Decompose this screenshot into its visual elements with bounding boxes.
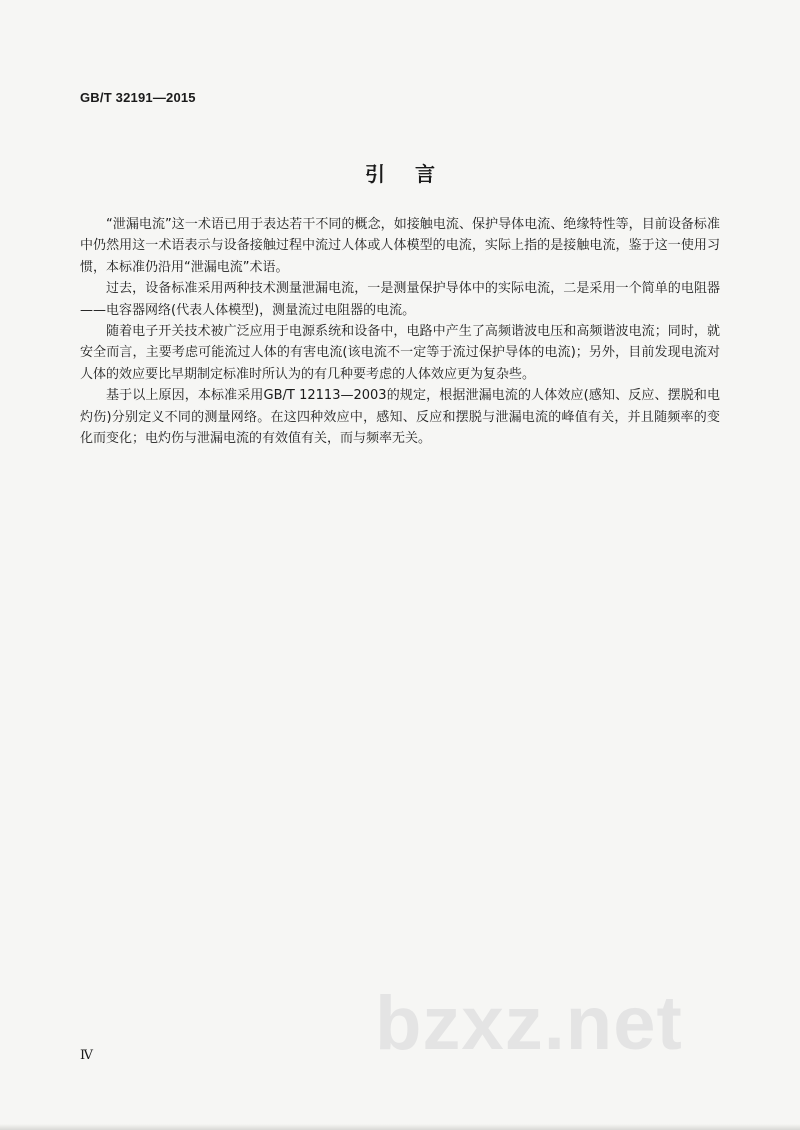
- section-title: 引言: [365, 162, 465, 186]
- paragraph: “泄漏电流”这一术语已用于表达若干不同的概念，如接触电流、保护导体电流、绝缘特性等，目前设备标准中仍然用这一术语表示与设备接触过程中流过人体或人体模型的电流，实际上指的是接触电流，鉴于这一使用习惯，本标准仍沿用“泄漏电流”术语。: [80, 217, 720, 275]
- page-number: Ⅳ: [80, 1047, 93, 1062]
- standard-code: GB/T 32191—2015: [80, 90, 196, 105]
- body-text: [80, 214, 720, 449]
- paragraph: 过去，设备标准采用两种技术测量泄漏电流，一是测量保护导体中的实际电流，二是采用一个简单的电阻器——电容器网络(代表人体模型)，测量流过电阻器的电流。: [80, 281, 720, 318]
- paragraph: 随着电子开关技术被广泛应用于电源系统和设备中，电路中产生了高频谐波电压和高频谐波电流；同时，就安全而言，主要考虑可能流过人体的有害电流(该电流不一定等于流过保护导体的电流)；另外，目前发现电流对人体的效应要比早期制定标准时所认为的有几种要考虑的人体效应更为复杂些。: [80, 324, 720, 382]
- watermark: bzxz.net: [375, 981, 683, 1066]
- paragraph: 基于以上原因，本标准采用GB/T 12113—2003的规定，根据泄漏电流的人体效应(感知、反应、摆脱和电灼伤)分别定义不同的测量网络。在这四种效应中，感知、反应和摆脱与泄漏电流的峰值有关，并且随频率的变化而变化；电灼伤与泄漏电流的有效值有关，而与频率无关。: [80, 388, 720, 447]
- page-edge: [0, 1124, 800, 1130]
